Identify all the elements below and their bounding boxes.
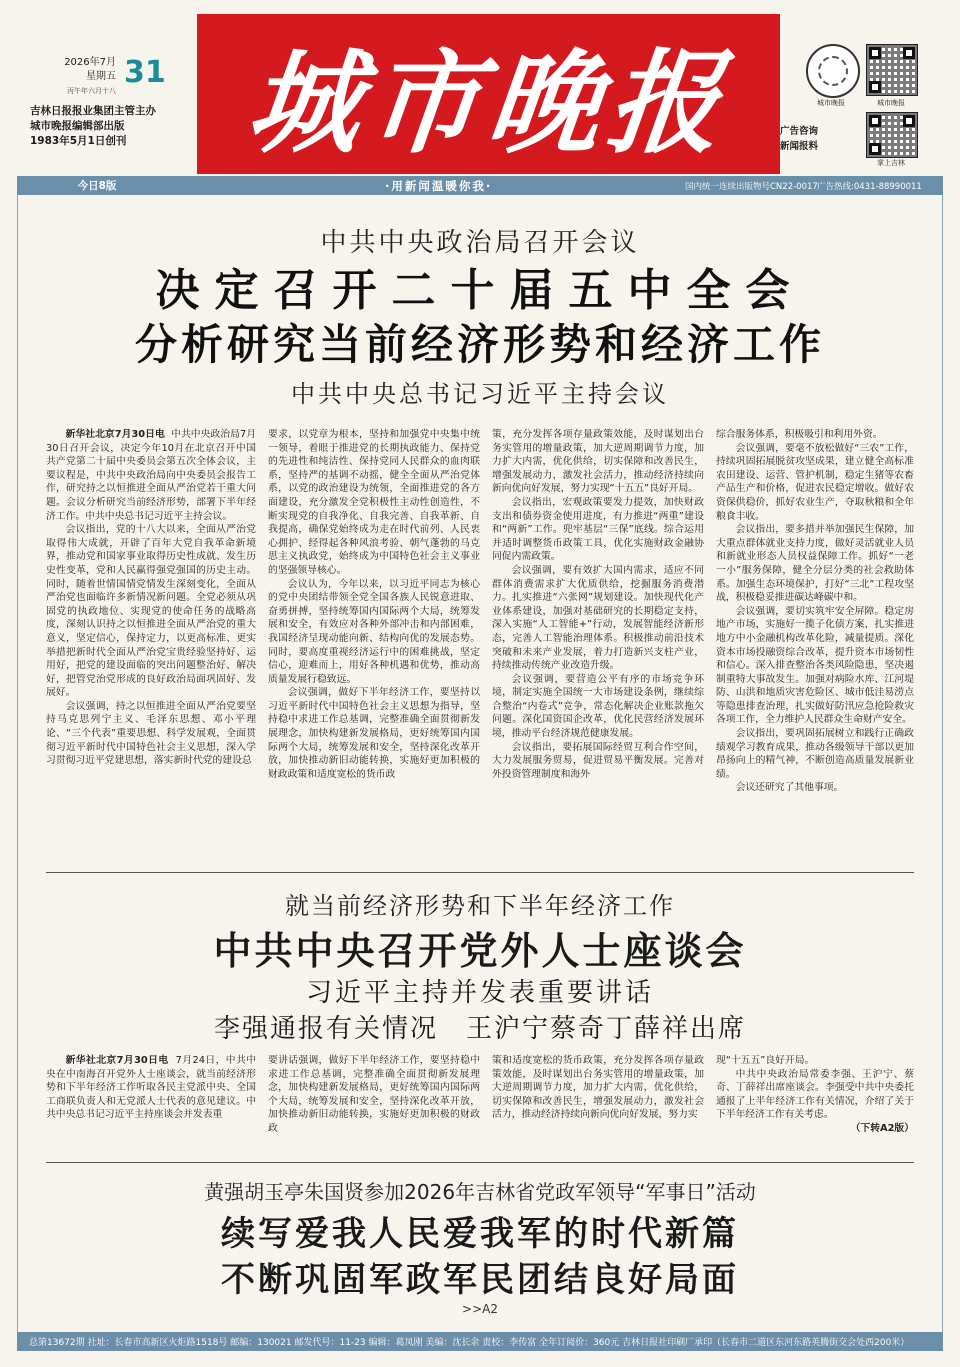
ad-hotline: 广告热线:0431-88990011 <box>817 181 922 192</box>
footer-info: 总第13672期 社址：长春市高新区火炬路1518号 邮编：130021 邮发代号：11-23 编辑：葛凤刚 美编：沈长余 责校：李传富 全年订阅价：360元 吉林日报社印刷厂承印（长春市二道区东河东路英腾街交会处西200米） <box>29 1338 910 1348</box>
story2-paragraph: 现“十五五”良好开局。 <box>716 1055 815 1066</box>
date-block <box>30 56 180 149</box>
story1-paragraph: 会议强调，要营造公平有序的市场竞争环境，制定实施全国统一大市场建设条例，继续综合整治“内卷式”竞争，常态化解决企业账款拖欠问题。深化国资国企改革，优化民营经济发展环境，推动平台经济规范健康发展。 <box>492 673 704 740</box>
story1-paragraph: 要求，以党章为根本，坚持和加强党中央集中统一领导，着眼于推进党的长期执政能力、保持党的先进性和纯洁性、保持党同人民群众的血肉联系，坚持严的基调不动摇，健全全面从严治党体系，以党的政治建设为统领，全面推进党的各方面建设，充分激发全党积极性主动性创造性，不断实现党的自我净化、自我完善、自我革新、自我提高，确保党始终成为走在时代前列、人民衷心拥护、经得起各种风浪考验、朝气蓬勃的马克思主义执政党，始终成为中国特色社会主义事业的坚强领导核心。 <box>268 429 480 576</box>
qr-code-icon[interactable] <box>866 44 918 96</box>
story2-column-1 <box>40 1054 262 1150</box>
wechat-seal-icon <box>806 44 860 98</box>
story1-paragraph: 会议指出，党的十八大以来，全面从严治党取得伟大成就，开辟了百年大党自我革命新境界，推动党和国家事业取得历史性成就、发生历史性变革，党和人民赢得强党强国的历史主动。同时，随着世情国情党情发生深刻变化，全面从严治党也面临许多新情况新问题。全党必须从巩固党的执政地位、实现党的使命任务的战略高度，深刻认识持之以恒推进全面从严治党的重大意义，坚定信心，保持定力，以更高标准、更实举措把新时代全面从严治党宝贵经验坚持好、运用好，把党的建设面临的突出问题整治好、解决好，把管党治党形成的良好政治局面巩固好、发展好。 <box>46 524 256 699</box>
ad-consult-label: 广告咨询 <box>780 126 819 137</box>
story1-dateline: 新华社北京7月30日电 <box>65 429 165 440</box>
story1-column-4 <box>710 428 920 858</box>
story1-paragraph: 策，充分发挥各项存量政策效能，及时谋划出台务实管用的增量政策，加大逆周期调节力度，加力扩大内需，优化供给，切实保障和改善民生，增强发展动力，激发社会活力，推动经济持续向新向优向好发展，努力实现“十五五”良好开局。 <box>492 429 704 495</box>
slogan: ·用新闻温暖你我· <box>385 178 493 193</box>
story2-column-4 <box>710 1054 920 1150</box>
story1-column-1 <box>40 428 262 858</box>
date-month: 2026年7月 <box>64 57 116 68</box>
masthead-logo <box>197 14 780 174</box>
logo-text: 城市晚报 <box>240 37 735 169</box>
publisher-line1: 吉林日报报业集团主管主办 <box>30 105 156 117</box>
story3-headline2[interactable]: 不断巩固军政军民团结良好局面 <box>221 1260 739 1300</box>
story2-paragraph: 中共中央政治局常委李强、王沪宁、蔡奇、丁薛祥出席座谈会。李强受中共中央委托通报了上半年经济工作有关情况，介绍了关于下半年经济工作有关考虑。 <box>716 1068 914 1121</box>
story1-paragraph: 会议认为，今年以来，以习近平同志为核心的党中央团结带领全党全国各族人民锐意进取、奋勇拼搏，坚持统筹国内国际两个大局，统筹发展和安全，有效应对各种外部冲击和内部困难，我国经济呈现动能向新、结构向优的发展态势。同时，要高度重视经济运行中的困难挑战，坚定信心，迎难而上，用好各种机遇和优势，推动高质量发展行稳致远。 <box>268 578 480 685</box>
date-day: 31 <box>124 55 166 90</box>
license-number: 国内统一连续出版物号CN22-0017 <box>685 181 818 192</box>
continued-link[interactable]: （下转A2版） <box>850 1122 914 1134</box>
qr-caption-1: 城市晚报 <box>817 99 845 107</box>
story3-kicker: 黄强胡玉亭朱国贤参加2026年吉林省党政军领导“军事日”活动 <box>204 1180 756 1204</box>
founded-date: 1983年5月1日创刊 <box>30 135 127 147</box>
story1-headline1[interactable]: 决定召开二十届五中全会 <box>155 265 805 316</box>
story2-paragraph: 7月24日，中共中央在中南海召开党外人士座谈会，就当前经济形势和下半年经济工作听取各民主党派中央、全国工商联负责人和无党派人士代表的意见建议。中共中央总书记习近平主持座谈会并发表重 <box>46 1055 257 1121</box>
story2-headline[interactable]: 中共中央召开党外人士座谈会 <box>213 929 747 973</box>
story2-column-2 <box>262 1054 486 1150</box>
footer-bar <box>17 1332 943 1351</box>
story2-body <box>40 1054 920 1150</box>
news-report-label: 新闻报料 <box>780 141 819 152</box>
story1-paragraph: 中共中央政治局7月30日召开会议，决定今年10月在北京召开中国共产党第二十届中央委员会第五次全体会议，主要议程是，中共中央政治局向中央委员会报告工作，研究持之以恒推进全面从严治党若干重大问题。会议分析研究当前经济形势，部署下半年经济工作。中共中央总书记习近平主持会议。 <box>46 429 257 522</box>
story1-kicker: 中共中央政治局召开会议 <box>320 228 640 258</box>
page-jump-link[interactable]: >>A2 <box>462 1302 498 1316</box>
publisher-info <box>30 104 180 149</box>
story2-subhead1: 习近平主持并发表重要讲话 <box>305 978 654 1008</box>
story2-paragraph: 要讲话强调，做好下半年经济工作，要坚持稳中求进工作总基调，完整准确全面贯彻新发展理念，加快构建新发展格局，更好统筹国内国际两个大局，统筹发展和安全，坚持深化改革开放，加快推动新旧动能转换，实施好更加积极的财政政 <box>268 1055 480 1134</box>
story2-subhead2: 李强通报有关情况 王沪宁蔡奇丁薛祥出席 <box>213 1014 746 1044</box>
qr-caption-3: 掌上吉林 <box>877 159 905 167</box>
today-pages: 今日8版 <box>77 180 117 192</box>
section-divider <box>46 872 914 873</box>
contact-labels <box>780 124 818 154</box>
publisher-line2: 城市晚报编辑部出版 <box>30 120 125 132</box>
story1-body <box>40 428 920 858</box>
story1-paragraph: 会议强调，做好下半年经济工作，要坚持以习近平新时代中国特色社会主义思想为指导，坚持稳中求进工作总基调，完整准确全面贯彻新发展理念，加快构建新发展格局，更好统筹国内国际两个大局，统筹发展和安全，坚持深化改革开放，加快推动新旧动能转换，实施好更加积极的财政政策和适度宽松的货币政 <box>268 687 480 780</box>
story1-paragraph: 会议指出，宏观政策要发力提效，加快财政支出和债券资金使用进度，有力推进“两重”建设和“两新”工作。兜牢基层“三保”底线。综合运用并适时调整货币政策工具，优化实施财政金融协同促内需政策。 <box>492 496 704 563</box>
story1-column-2 <box>262 428 486 858</box>
story1-paragraph: 会议强调，要有效扩大国内需求，适应不同群体消费需求扩大优质供给，挖掘服务消费潜力。扎实推进“六张网”规划建设。加快现代化产业体系建设，加强对基础研究的长期稳定支持，深入实施“人工智能+”行动，发展智能经济新形态，完善人工智能治理体系。积极推动前沿技术突破和未来产业发展，着力打造新兴支柱产业，持续推动传统产业改造升级。 <box>492 564 704 672</box>
story1-column-3 <box>486 428 710 858</box>
lunar-date: 丙午年六月十八 <box>67 87 116 95</box>
top-banner <box>17 176 943 195</box>
story1-paragraph: 综合服务体系，积极吸引和利用外资。 <box>716 429 883 440</box>
story1-paragraph: 会议指出，要巩固拓展树立和践行正确政绩观学习教育成果，推动各级领导干部以更加昂扬向上的精气神，不断创造高质量发展新业绩。 <box>716 728 914 780</box>
story1-paragraph: 会议指出，要多措并举加强民生保障，加大重点群体就业支持力度，做好灵活就业人员和新就业形态人员权益保障工作。抓好“一老一小”服务保障，健全分层分类的社会救助体系。加强生态环境保护，打好“三北”工程攻坚战，积极稳妥推进碳达峰碳中和。 <box>716 524 914 604</box>
story1-paragraph: 会议指出，要拓展国际经贸互利合作空间，大力发展服务贸易，促进贸易平衡发展。完善对外投资管理制度和海外 <box>492 741 704 780</box>
story2-dateline: 新华社北京7月30日电 <box>65 1055 169 1066</box>
qr-code-icon[interactable] <box>866 112 918 158</box>
story2-kicker: 就当前经济形势和下半年经济工作 <box>285 892 675 920</box>
story1-paragraph: 会议强调，要毫不放松做好“三农”工作，持续巩固拓展脱贫攻坚成果，建立健全高标准农田建设、运营、管护机制，稳定生猪等农畜产品生产和价格，促进农民稳定增收。做好农资保供稳价，抓好农业生产，夺取秋粮和全年粮食丰收。 <box>716 442 914 522</box>
qr-caption-2: 城市晚报 <box>877 99 905 107</box>
story1-headline2[interactable]: 分析研究当前经济形势和经济工作 <box>134 320 825 369</box>
story2-paragraph: 策和适度宽松的货币政策，充分发挥各项存量政策效能，及时谋划出台务实管用的增量政策，加大逆周期调节力度，加力扩大内需，优化供给，切实保障和改善民生，增强发展动力，激发社会活力，推动经济持续向新向优向好发展，努力实 <box>492 1055 704 1121</box>
story2-column-3 <box>486 1054 710 1150</box>
story1-subhead: 中共中央总书记习近平主持会议 <box>291 380 669 408</box>
story1-paragraph: 会议还研究了其他事项。 <box>735 782 844 794</box>
date-weekday: 星期五 <box>86 71 116 82</box>
section-divider <box>46 1162 914 1163</box>
story1-paragraph: 会议强调，持之以恒推进全面从严治党要坚持马克思列宁主义、毛泽东思想、邓小平理论、“三个代表”重要思想、科学发展观，全面贯彻习近平新时代中国特色社会主义思想，深入学习贯彻习近平党建思想，落实新时代党的建设总 <box>46 700 256 767</box>
story1-paragraph: 会议强调，要切实筑牢安全屏障。稳定房地产市场，实施好一揽子化债方案，扎实推进地方中小金融机构改革化险，减量提质。深化资本市场投融资综合改革，提升资本市场韧性和信心。深入排查整治各类风险隐患，坚决遏制重特大事故发生。加强对病险水库、江河堤防、山洪和地质灾害危险区、城市低洼易涝点等隐患排查治理，扎实做好防汛应急抢险救灾各项工作，全力维护人民群众生命财产安全。 <box>716 605 914 726</box>
story3-headline1[interactable]: 续写爱我人民爱我军的时代新篇 <box>221 1214 739 1254</box>
